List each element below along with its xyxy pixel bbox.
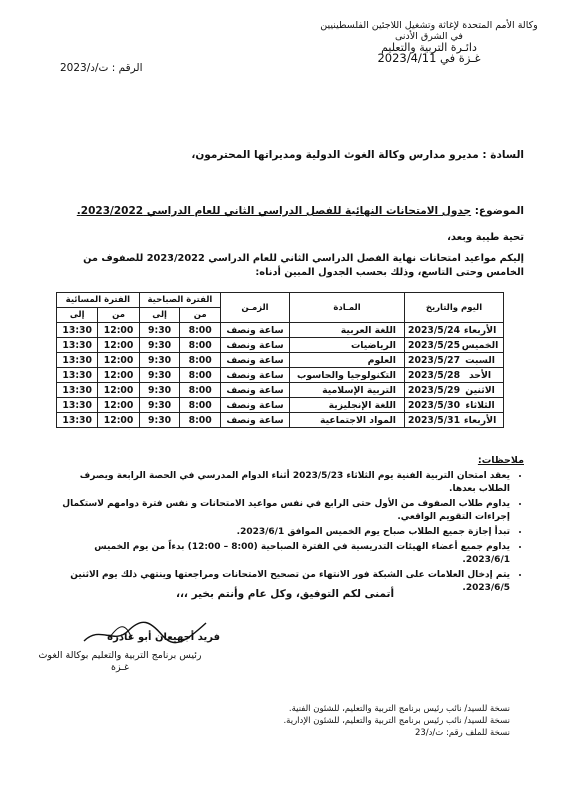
cell-day: الاثنين: [465, 384, 495, 396]
notes-title: ملاحظات:: [477, 455, 524, 466]
cell-evening-to: 13:30: [57, 338, 98, 353]
cell-morning-to: 9:30: [139, 338, 180, 353]
cell-date: 2023/5/24: [408, 324, 461, 336]
cell-morning-from: 8:00: [180, 398, 221, 413]
signer-title: [20, 650, 220, 674]
cell-morning-to: 9:30: [139, 398, 180, 413]
table-row: [57, 413, 504, 428]
header-morning-to: إلى: [139, 308, 180, 323]
cell-evening-to: 13:30: [57, 353, 98, 368]
table-row: [57, 368, 504, 383]
cell-duration: ساعة ونصف: [221, 368, 290, 383]
cell-day-date: [405, 353, 504, 368]
cell-evening-from: 12:00: [98, 398, 139, 413]
cell-date: 2023/5/29: [408, 384, 461, 396]
cell-subject: العلوم: [290, 353, 405, 368]
cell-evening-from: 12:00: [98, 413, 139, 428]
cell-evening-to: 13:30: [57, 323, 98, 338]
cell-morning-to: 9:30: [139, 383, 180, 398]
department-name: دائـرة التربية والتعليم: [381, 41, 477, 54]
header-evening-from: من: [98, 308, 139, 323]
cell-evening-from: 12:00: [98, 383, 139, 398]
closing-line: أتمنى لكم التوفيق، وكل عام وأنتم بخير ،،،: [175, 588, 395, 600]
cell-subject: اللغة الإنجليزية: [290, 398, 405, 413]
table-header-row: [57, 293, 504, 308]
cell-date: 2023/5/25: [408, 339, 461, 351]
exam-schedule-table: [56, 292, 504, 428]
header-subject: المـادة: [290, 293, 405, 323]
cell-day: الخميس: [461, 339, 499, 351]
table-row: [57, 323, 504, 338]
note-item: • يداوم جميع أعضاء الهيئات التدريسية في الفترة الصباحية (8:00 – 12:00) بدءاً من يوم الخميس 2023/6/1.: [54, 541, 510, 567]
cell-day-date: [405, 323, 504, 338]
header-morning: الفترة الصباحية: [139, 293, 220, 308]
intro-paragraph: إليكم مواعيد امتحانات نهاية الفصل الدراسي الثاني للعام الدراسي 2023/2022 للصفوف من الخامس وحتى التاسع، وذلك بحسب الجدول المبين أدناه:: [83, 253, 524, 278]
subject-text: جدول الامتحانات النهائية للفصل الدراسي الثاني للعام الدراسي 2023/2022.: [76, 205, 472, 217]
cell-morning-from: 8:00: [180, 383, 221, 398]
cell-subject: التكنولوجيا والحاسوب: [290, 368, 405, 383]
cell-day-date: [405, 413, 504, 428]
cell-duration: ساعة ونصف: [221, 413, 290, 428]
cell-morning-from: 8:00: [180, 368, 221, 383]
cell-subject: الرياضيات: [290, 338, 405, 353]
addressee: السادة : مديرو مدارس وكالة الغوث الدولية ومديراتها المحترمون،: [191, 149, 524, 161]
header-evening-to: إلى: [57, 308, 98, 323]
table-row: [57, 398, 504, 413]
cell-date: 2023/5/28: [408, 369, 461, 381]
cell-date: 2023/5/30: [408, 399, 461, 411]
cell-day: الأربعاء: [463, 414, 497, 426]
signer-name: فريد أجهيعان أبو عاذرة: [107, 632, 220, 643]
cell-morning-to: 9:30: [139, 323, 180, 338]
header-morning-from: من: [180, 308, 221, 323]
org-name: وكالة الأمم المتحدة لإغاثة وتشغيل اللاجئين الفلسطينيين: [320, 20, 538, 31]
cell-date: 2023/5/27: [408, 354, 461, 366]
greeting: تحية طيبة وبعد،: [447, 232, 524, 243]
cell-day: الثلاثاء: [465, 399, 495, 411]
cell-morning-to: 9:30: [139, 413, 180, 428]
cell-subject: المواد الاجتماعية: [290, 413, 405, 428]
table-row: [57, 338, 504, 353]
cell-evening-to: 13:30: [57, 383, 98, 398]
table-row: [57, 383, 504, 398]
cell-morning-to: 9:30: [139, 353, 180, 368]
cell-evening-to: 13:30: [57, 398, 98, 413]
cell-day: الأربعاء: [463, 324, 497, 336]
cell-evening-from: 12:00: [98, 368, 139, 383]
letterhead: [314, 20, 544, 64]
note-item: • يعقد امتحان التربية الفنية يوم الثلاثاء 2023/5/23 أثناء الدوام المدرسي في الحصة الرابعة ويصرف الطلاب بعدها.: [54, 470, 510, 496]
note-item: • يتم إدخال العلامات على الشبكة فور الانتهاء من تصحيح الامتحانات ومراجعتها وينتهي ذلك يوم الاثنين 2023/6/5.: [54, 569, 510, 595]
cell-day: السبت: [465, 354, 495, 366]
org-region: في الشرق الأدنى: [395, 31, 463, 42]
cell-subject: التربية الإسلامية: [290, 383, 405, 398]
cell-duration: ساعة ونصف: [221, 323, 290, 338]
subject-line: [77, 205, 524, 217]
signer-title-line1: رئيس برنامج التربية والتعليم بوكالة الغوث: [38, 650, 202, 661]
cell-evening-to: 13:30: [57, 413, 98, 428]
copy-line: نسخة للملف رقم: ت/د/23: [414, 728, 510, 738]
cell-day-date: [405, 338, 504, 353]
cell-evening-to: 13:30: [57, 368, 98, 383]
cell-duration: ساعة ونصف: [221, 353, 290, 368]
subject-label: الموضوع:: [474, 205, 524, 217]
copies-list: [283, 703, 510, 739]
cell-duration: ساعة ونصف: [221, 383, 290, 398]
signer-title-line2: غـزة: [111, 662, 129, 673]
cell-evening-from: 12:00: [98, 353, 139, 368]
notes-list: [54, 470, 524, 597]
header-day-date: اليوم والتاريخ: [405, 293, 504, 323]
cell-day: الأحد: [468, 369, 492, 381]
cell-day-date: [405, 398, 504, 413]
table-row: [57, 353, 504, 368]
reference-number: الرقم : ت/د/2023: [60, 62, 143, 74]
cell-morning-to: 9:30: [139, 368, 180, 383]
cell-evening-from: 12:00: [98, 323, 139, 338]
cell-day-date: [405, 383, 504, 398]
cell-morning-from: 8:00: [180, 323, 221, 338]
cell-duration: ساعة ونصف: [221, 398, 290, 413]
cell-date: 2023/5/31: [408, 414, 461, 426]
cell-morning-from: 8:00: [180, 353, 221, 368]
note-item: • يداوم طلاب الصفوف من الأول حتى الرابع في نفس مواعيد الامتحانات و نفس فترة دوامهم لاستكمال إجراءات التقويم الواقعي.: [54, 498, 510, 524]
cell-evening-from: 12:00: [98, 338, 139, 353]
letter-date: غـزة في 2023/4/11: [377, 51, 481, 65]
cell-subject: اللغة العربية: [290, 323, 405, 338]
header-evening: الفترة المسائية: [57, 293, 140, 308]
cell-duration: ساعة ونصف: [221, 338, 290, 353]
header-duration: الزمـن: [221, 293, 290, 323]
note-item: • تبدأ إجازة جميع الطلاب صباح يوم الخميس الموافق 2023/6/1.: [54, 526, 510, 539]
copy-line: نسخة للسيد/ نائب رئيس برنامج التربية والتعليم، للشئون الإدارية.: [283, 716, 510, 726]
copy-line: نسخة للسيد/ نائب رئيس برنامج التربية والتعليم، للشئون الفنية.: [288, 704, 510, 714]
cell-day-date: [405, 368, 504, 383]
cell-morning-from: 8:00: [180, 413, 221, 428]
cell-morning-from: 8:00: [180, 338, 221, 353]
